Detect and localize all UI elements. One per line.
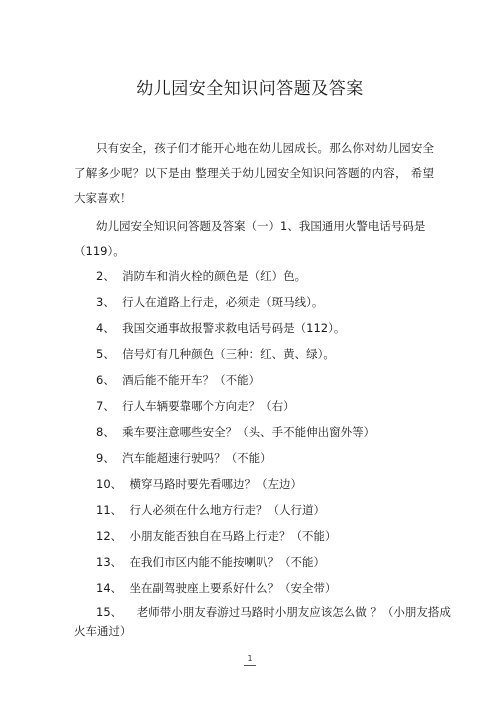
item-text: 小朋友能否独自在马路上行走？（不能） bbox=[129, 529, 337, 543]
item-number: 13、 bbox=[96, 555, 123, 569]
item-number: 10、 bbox=[96, 477, 123, 491]
item-text: 信号灯有几种颜色（三种：红、黄、绿）。 bbox=[122, 347, 335, 361]
item-text: 行人必须在什么地方行走？（人行道） bbox=[129, 503, 325, 517]
list-item bbox=[96, 475, 302, 493]
item-number: 9、 bbox=[96, 451, 115, 465]
item-text: 行人车辆要靠哪个方向走？（右） bbox=[122, 399, 295, 413]
list-item bbox=[96, 397, 295, 415]
item-number: 11、 bbox=[96, 503, 123, 517]
item-number: 2、 bbox=[96, 269, 115, 283]
item-text: 酒后能不能开车？（不能） bbox=[122, 373, 261, 387]
item-number: 8、 bbox=[96, 425, 115, 439]
list-item bbox=[96, 319, 345, 337]
item-text: 行人在道路上行走，必须走（斑马线）。 bbox=[122, 295, 324, 309]
item-number: 3、 bbox=[96, 295, 115, 309]
list-item bbox=[96, 345, 335, 363]
list-item bbox=[96, 293, 323, 311]
list-item bbox=[96, 501, 325, 519]
list-item bbox=[96, 371, 260, 389]
item-15-line1: 15、 老师带小朋友春游过马路时小朋友应该怎么做 ？（小朋友搭成 bbox=[96, 605, 451, 619]
item-number: 4、 bbox=[96, 321, 115, 335]
list-item bbox=[96, 449, 272, 467]
item-number: 6、 bbox=[96, 373, 115, 387]
item-text: 汽车能超速行驶吗？（不能） bbox=[122, 451, 272, 465]
item-text: 乘车要注意哪些安全？（头、手不能伸出窗外等） bbox=[122, 425, 376, 439]
list-item bbox=[96, 553, 325, 571]
item-number: 14、 bbox=[96, 581, 123, 595]
list-item bbox=[96, 423, 375, 441]
item-number: 5、 bbox=[96, 347, 115, 361]
page-number: 1 bbox=[244, 652, 256, 666]
intro-paragraph: 只有安全，孩子们才能开心地在幼儿园成长。那么你对幼儿园安全了解多少呢？以下是由 整理关于幼儿园安全知识问答题的内容， 希望大家喜欢！ bbox=[74, 141, 434, 205]
item-text: 在我们市区内能不能按喇叭？（不能） bbox=[129, 555, 325, 569]
item-number: 7、 bbox=[96, 399, 115, 413]
list-item bbox=[96, 527, 336, 545]
qa-heading-line1: 幼儿园安全知识问答题及答案（一）1、我国通用火警电话号码是 bbox=[96, 219, 426, 233]
document-title: 幼儿园安全知识问答题及答案 bbox=[136, 79, 364, 99]
item-15-line2: 火车通过） bbox=[74, 624, 132, 638]
list-item bbox=[96, 267, 306, 285]
item-number: 12、 bbox=[96, 529, 123, 543]
list-item bbox=[96, 579, 336, 597]
item-text: 我国交通事故报警求救电话号码是（112）。 bbox=[122, 321, 346, 335]
item-text: 坐在副驾驶座上要系好什么？（安全带） bbox=[129, 581, 337, 595]
item-text: 消防车和消火栓的颜色是（红）色。 bbox=[122, 269, 307, 283]
item-text: 横穿马路时要先看哪边？（左边） bbox=[129, 477, 302, 491]
qa-heading-line2: （119）。 bbox=[74, 244, 125, 258]
